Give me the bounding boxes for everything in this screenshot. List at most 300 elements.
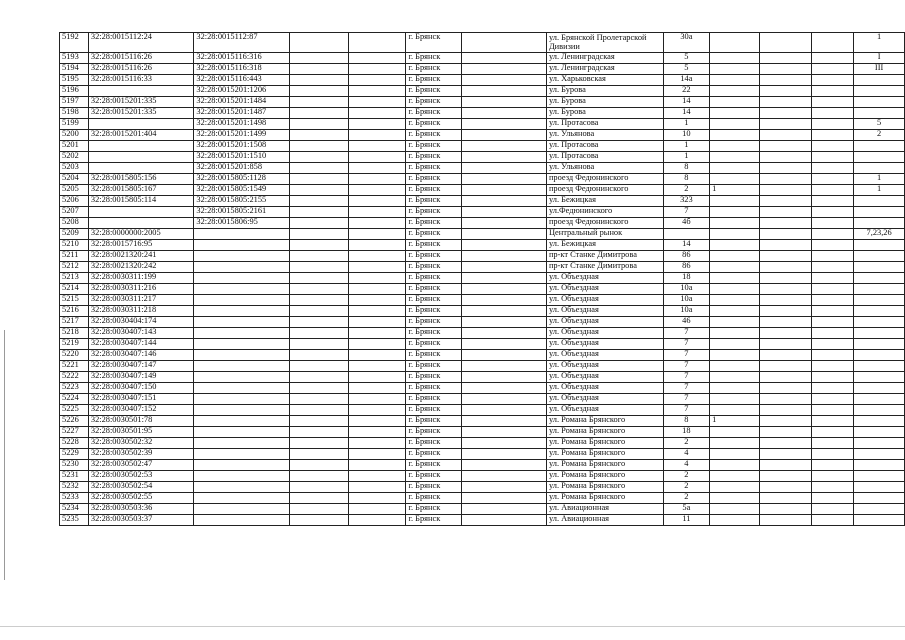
cell-cadastral-object <box>194 427 290 438</box>
cell-cadastral-object <box>194 394 290 405</box>
cell-col-12 <box>811 141 853 152</box>
table-row <box>60 262 905 273</box>
cell-col-4 <box>290 196 349 207</box>
cell-col-5 <box>349 218 406 229</box>
cell-premises-number: 1 <box>854 174 905 185</box>
cell-col-5 <box>349 295 406 306</box>
cell-cadastral-parcel: 32:28:0030407:149 <box>88 372 194 383</box>
cell-house-number: 2 <box>663 471 710 482</box>
table-row <box>60 86 905 97</box>
cell-col-12 <box>811 449 853 460</box>
cell-col-11 <box>759 108 811 119</box>
cell-row-number: 5223 <box>60 383 89 394</box>
cell-cadastral-object <box>194 372 290 383</box>
cell-col-5 <box>349 328 406 339</box>
cell-col-12 <box>811 53 853 64</box>
table-row <box>60 284 905 295</box>
cell-cadastral-object <box>194 449 290 460</box>
cell-cadastral-object: 32:28:0015201:1498 <box>194 119 290 130</box>
cell-cadastral-object: 32:28:0015201:1206 <box>194 86 290 97</box>
cell-city: г. Брянск <box>406 515 462 526</box>
cell-cadastral-parcel: 32:28:0021320:242 <box>88 262 194 273</box>
cell-col-12 <box>811 251 853 262</box>
cell-col-4 <box>290 405 349 416</box>
cell-col-10 <box>710 438 759 449</box>
cell-house-number: 10 <box>663 130 710 141</box>
cell-col-5 <box>349 229 406 240</box>
cell-col-12 <box>811 196 853 207</box>
cell-cadastral-parcel: 32:28:0030311:218 <box>88 306 194 317</box>
cell-col-7 <box>462 273 547 284</box>
cell-cadastral-object <box>194 240 290 251</box>
cell-city: г. Брянск <box>406 229 462 240</box>
cell-col-7 <box>462 515 547 526</box>
cell-col-12 <box>811 185 853 196</box>
cell-premises-number <box>854 350 905 361</box>
cell-city: г. Брянск <box>406 427 462 438</box>
cell-col-11 <box>759 33 811 53</box>
cell-cadastral-parcel: 32:28:0030407:150 <box>88 383 194 394</box>
cell-col-11 <box>759 86 811 97</box>
cell-col-7 <box>462 504 547 515</box>
cell-premises-number <box>854 218 905 229</box>
cell-city: г. Брянск <box>406 273 462 284</box>
cell-street: ул. Романа Брянского <box>546 427 663 438</box>
cell-col-12 <box>811 328 853 339</box>
cell-col-12 <box>811 350 853 361</box>
cell-col-4 <box>290 163 349 174</box>
cell-col-4 <box>290 53 349 64</box>
cell-street: ул. Объездная <box>546 405 663 416</box>
cell-house-number: 5а <box>663 504 710 515</box>
cell-cadastral-parcel: 32:28:0030502:47 <box>88 460 194 471</box>
cell-col-4 <box>290 438 349 449</box>
scan-line-bottom <box>0 626 905 627</box>
cell-row-number: 5202 <box>60 152 89 163</box>
cell-cadastral-object <box>194 515 290 526</box>
table-row <box>60 251 905 262</box>
cell-col-11 <box>759 218 811 229</box>
cell-col-4 <box>290 86 349 97</box>
cell-col-12 <box>811 416 853 427</box>
cell-premises-number <box>854 394 905 405</box>
cell-street: ул. Романа Брянского <box>546 471 663 482</box>
cell-cadastral-parcel: 32:28:0030502:53 <box>88 471 194 482</box>
cell-col-5 <box>349 174 406 185</box>
cell-row-number: 5194 <box>60 64 89 75</box>
cell-city: г. Брянск <box>406 152 462 163</box>
cell-cadastral-parcel: 32:28:0030311:216 <box>88 284 194 295</box>
cell-col-12 <box>811 383 853 394</box>
cell-house-number: 7 <box>663 350 710 361</box>
cell-col-10 <box>710 97 759 108</box>
table-row <box>60 427 905 438</box>
cell-house-number: 2 <box>663 438 710 449</box>
cell-city: г. Брянск <box>406 372 462 383</box>
cell-city: г. Брянск <box>406 75 462 86</box>
cell-cadastral-object <box>194 504 290 515</box>
cell-city: г. Брянск <box>406 174 462 185</box>
cell-col-5 <box>349 372 406 383</box>
cell-premises-number <box>854 493 905 504</box>
cell-col-7 <box>462 350 547 361</box>
cell-col-5 <box>349 86 406 97</box>
table-row <box>60 339 905 350</box>
cell-col-7 <box>462 240 547 251</box>
table-row <box>60 361 905 372</box>
cell-cadastral-parcel: 32:28:0030407:147 <box>88 361 194 372</box>
cell-col-11 <box>759 493 811 504</box>
cell-col-4 <box>290 141 349 152</box>
cell-row-number: 5235 <box>60 515 89 526</box>
cell-col-11 <box>759 460 811 471</box>
cell-col-5 <box>349 251 406 262</box>
cell-col-11 <box>759 75 811 86</box>
cell-row-number: 5234 <box>60 504 89 515</box>
cell-premises-number: III <box>854 64 905 75</box>
cell-col-12 <box>811 515 853 526</box>
cell-street: ул. Ленинградская <box>546 53 663 64</box>
table-row <box>60 372 905 383</box>
cell-row-number: 5211 <box>60 251 89 262</box>
cell-street: ул. Романа Брянского <box>546 449 663 460</box>
cell-row-number: 5225 <box>60 405 89 416</box>
cell-col-11 <box>759 64 811 75</box>
cell-house-number: 11 <box>663 515 710 526</box>
cell-col-11 <box>759 449 811 460</box>
cell-cadastral-parcel: 32:28:0030407:152 <box>88 405 194 416</box>
cell-city: г. Брянск <box>406 438 462 449</box>
cell-col-7 <box>462 416 547 427</box>
cell-col-11 <box>759 251 811 262</box>
cell-city: г. Брянск <box>406 262 462 273</box>
cell-city: г. Брянск <box>406 130 462 141</box>
cell-col-7 <box>462 141 547 152</box>
cell-premises-number <box>854 449 905 460</box>
cell-col-10 <box>710 130 759 141</box>
cell-col-10 <box>710 493 759 504</box>
table-row <box>60 75 905 86</box>
cell-street: ул. Протасова <box>546 152 663 163</box>
cell-col-5 <box>349 317 406 328</box>
cell-col-7 <box>462 427 547 438</box>
cell-cadastral-object <box>194 317 290 328</box>
cell-premises-number <box>854 306 905 317</box>
cell-house-number: 5 <box>663 64 710 75</box>
cell-col-11 <box>759 482 811 493</box>
table-row <box>60 295 905 306</box>
cell-col-11 <box>759 229 811 240</box>
cell-house-number: 1 <box>663 152 710 163</box>
cell-col-5 <box>349 130 406 141</box>
cell-house-number: 2 <box>663 482 710 493</box>
cell-premises-number <box>854 515 905 526</box>
cell-col-4 <box>290 460 349 471</box>
cell-col-11 <box>759 438 811 449</box>
cell-col-4 <box>290 64 349 75</box>
cell-city: г. Брянск <box>406 108 462 119</box>
cell-col-4 <box>290 251 349 262</box>
cell-col-4 <box>290 229 349 240</box>
table-row <box>60 383 905 394</box>
cell-col-4 <box>290 284 349 295</box>
cell-cadastral-parcel <box>88 218 194 229</box>
cell-col-5 <box>349 350 406 361</box>
cell-col-11 <box>759 383 811 394</box>
cell-row-number: 5228 <box>60 438 89 449</box>
cell-street: ул. Ульянова <box>546 163 663 174</box>
cell-col-10 <box>710 372 759 383</box>
cell-col-12 <box>811 493 853 504</box>
cell-col-5 <box>349 493 406 504</box>
cell-col-7 <box>462 185 547 196</box>
cell-cadastral-object: 32:28:0015201:1499 <box>194 130 290 141</box>
cell-col-5 <box>349 427 406 438</box>
cell-cadastral-object: 32:28:0015201:1508 <box>194 141 290 152</box>
cell-cadastral-object <box>194 361 290 372</box>
cell-street: ул. Романа Брянского <box>546 482 663 493</box>
cell-col-4 <box>290 339 349 350</box>
cell-row-number: 5200 <box>60 130 89 141</box>
cell-col-7 <box>462 196 547 207</box>
cell-col-11 <box>759 273 811 284</box>
cell-city: г. Брянск <box>406 33 462 53</box>
cell-row-number: 5233 <box>60 493 89 504</box>
cell-cadastral-object <box>194 493 290 504</box>
cell-city: г. Брянск <box>406 97 462 108</box>
cell-cadastral-object <box>194 350 290 361</box>
table-row <box>60 141 905 152</box>
cell-col-7 <box>462 75 547 86</box>
cell-col-4 <box>290 328 349 339</box>
cell-col-10: 1 <box>710 185 759 196</box>
cell-row-number: 5232 <box>60 482 89 493</box>
cell-col-11 <box>759 350 811 361</box>
cell-street: ул. Авиационная <box>546 515 663 526</box>
cell-col-4 <box>290 471 349 482</box>
cell-col-5 <box>349 141 406 152</box>
cell-col-4 <box>290 119 349 130</box>
cell-city: г. Брянск <box>406 328 462 339</box>
cell-row-number: 5209 <box>60 229 89 240</box>
table-row <box>60 515 905 526</box>
cell-city: г. Брянск <box>406 405 462 416</box>
cell-city: г. Брянск <box>406 240 462 251</box>
cell-col-4 <box>290 394 349 405</box>
cell-premises-number <box>854 416 905 427</box>
cell-premises-number <box>854 339 905 350</box>
cell-premises-number: 1 <box>854 185 905 196</box>
cell-row-number: 5213 <box>60 273 89 284</box>
cell-col-11 <box>759 207 811 218</box>
cell-street: ул. Объездная <box>546 328 663 339</box>
cell-street: ул. Объездная <box>546 383 663 394</box>
cell-col-5 <box>349 460 406 471</box>
cell-premises-number <box>854 152 905 163</box>
cell-col-4 <box>290 218 349 229</box>
cell-col-5 <box>349 207 406 218</box>
cell-col-7 <box>462 119 547 130</box>
table-row <box>60 163 905 174</box>
table-row <box>60 438 905 449</box>
cell-row-number: 5216 <box>60 306 89 317</box>
cell-city: г. Брянск <box>406 196 462 207</box>
cell-col-5 <box>349 108 406 119</box>
cell-row-number: 5205 <box>60 185 89 196</box>
cell-col-4 <box>290 262 349 273</box>
cell-city: г. Брянск <box>406 163 462 174</box>
cell-col-10 <box>710 361 759 372</box>
cell-house-number: 7 <box>663 339 710 350</box>
cell-col-4 <box>290 383 349 394</box>
table-row <box>60 273 905 284</box>
cell-street: ул. Романа Брянского <box>546 438 663 449</box>
cell-cadastral-parcel: 32:28:0015116:33 <box>88 75 194 86</box>
cell-col-5 <box>349 416 406 427</box>
table-row <box>60 471 905 482</box>
cell-house-number: 4б <box>663 218 710 229</box>
cell-col-12 <box>811 471 853 482</box>
cell-street: ул. Объездная <box>546 306 663 317</box>
cell-row-number: 5210 <box>60 240 89 251</box>
cell-col-4 <box>290 295 349 306</box>
cell-cadastral-object: 32:28:0015805:2155 <box>194 196 290 207</box>
cell-row-number: 5199 <box>60 119 89 130</box>
cell-cadastral-parcel: 32:28:0030503:37 <box>88 515 194 526</box>
cell-city: г. Брянск <box>406 471 462 482</box>
table-row <box>60 350 905 361</box>
cell-city: г. Брянск <box>406 251 462 262</box>
cell-cadastral-object <box>194 460 290 471</box>
cell-cadastral-parcel: 32:28:0030404:174 <box>88 317 194 328</box>
cell-row-number: 5224 <box>60 394 89 405</box>
cell-cadastral-object <box>194 438 290 449</box>
cell-col-10 <box>710 174 759 185</box>
cell-street: пр-кт Станке Димитрова <box>546 262 663 273</box>
cell-house-number: 10а <box>663 306 710 317</box>
cell-row-number: 5208 <box>60 218 89 229</box>
cell-col-10 <box>710 306 759 317</box>
cell-row-number: 5219 <box>60 339 89 350</box>
cell-col-4 <box>290 493 349 504</box>
table-row <box>60 97 905 108</box>
cell-col-5 <box>349 383 406 394</box>
cell-cadastral-parcel: 32:28:0015112:24 <box>88 33 194 53</box>
cell-col-4 <box>290 361 349 372</box>
cell-cadastral-parcel: 32:28:0015805:156 <box>88 174 194 185</box>
cell-col-7 <box>462 86 547 97</box>
cell-col-7 <box>462 493 547 504</box>
cell-street: ул. Бурова <box>546 97 663 108</box>
cell-premises-number <box>854 108 905 119</box>
cell-col-5 <box>349 394 406 405</box>
cell-cadastral-parcel <box>88 119 194 130</box>
cell-cadastral-parcel: 32:28:0015201:335 <box>88 97 194 108</box>
cell-cadastral-object <box>194 284 290 295</box>
cell-premises-number <box>854 262 905 273</box>
cell-col-4 <box>290 515 349 526</box>
table-row <box>60 53 905 64</box>
cell-street: ул. Объездная <box>546 284 663 295</box>
cell-col-7 <box>462 328 547 339</box>
cell-house-number: 46 <box>663 317 710 328</box>
cell-street: ул. Протасова <box>546 141 663 152</box>
cell-col-4 <box>290 449 349 460</box>
cell-col-11 <box>759 504 811 515</box>
registry-table-body <box>60 33 905 526</box>
cell-premises-number <box>854 251 905 262</box>
cell-cadastral-parcel: 32:28:0030502:32 <box>88 438 194 449</box>
cell-house-number <box>663 229 710 240</box>
cell-house-number: 14а <box>663 75 710 86</box>
cell-col-12 <box>811 119 853 130</box>
cell-col-11 <box>759 339 811 350</box>
cell-premises-number <box>854 471 905 482</box>
cell-city: г. Брянск <box>406 119 462 130</box>
table-row <box>60 460 905 471</box>
cell-city: г. Брянск <box>406 493 462 504</box>
cell-premises-number <box>854 273 905 284</box>
cell-premises-number <box>854 328 905 339</box>
cell-col-4 <box>290 185 349 196</box>
cell-cadastral-parcel: 32:28:0015201:404 <box>88 130 194 141</box>
cell-col-5 <box>349 361 406 372</box>
cell-street: ул. Объездная <box>546 394 663 405</box>
cell-premises-number: 7,23,26 <box>854 229 905 240</box>
cell-cadastral-object <box>194 262 290 273</box>
cell-col-7 <box>462 262 547 273</box>
cell-city: г. Брянск <box>406 394 462 405</box>
cell-col-5 <box>349 284 406 295</box>
cell-col-7 <box>462 317 547 328</box>
cell-cadastral-object <box>194 229 290 240</box>
cell-premises-number <box>854 482 905 493</box>
cell-row-number: 5206 <box>60 196 89 207</box>
cell-house-number: 2 <box>663 493 710 504</box>
cell-col-10 <box>710 394 759 405</box>
cell-col-5 <box>349 152 406 163</box>
cell-col-7 <box>462 251 547 262</box>
cell-col-10 <box>710 141 759 152</box>
cell-row-number: 5192 <box>60 33 89 53</box>
cell-cadastral-parcel <box>88 141 194 152</box>
cell-house-number: 8 <box>663 174 710 185</box>
cell-city: г. Брянск <box>406 64 462 75</box>
cell-col-12 <box>811 108 853 119</box>
cell-col-11 <box>759 328 811 339</box>
cell-house-number: 22 <box>663 86 710 97</box>
cell-cadastral-parcel: 32:28:0000000:2005 <box>88 229 194 240</box>
cell-col-12 <box>811 405 853 416</box>
cell-cadastral-parcel <box>88 163 194 174</box>
cell-city: г. Брянск <box>406 185 462 196</box>
cell-col-7 <box>462 482 547 493</box>
cell-row-number: 5197 <box>60 97 89 108</box>
table-row <box>60 328 905 339</box>
cell-street: ул. Бежицкая <box>546 240 663 251</box>
cell-cadastral-object: 32:28:0015112:87 <box>194 33 290 53</box>
registry-table <box>59 32 905 526</box>
cell-premises-number: 1 <box>854 33 905 53</box>
cell-col-11 <box>759 119 811 130</box>
cell-col-11 <box>759 515 811 526</box>
cell-row-number: 5203 <box>60 163 89 174</box>
cell-col-10 <box>710 207 759 218</box>
cell-col-12 <box>811 273 853 284</box>
cell-cadastral-parcel: 32:28:0030311:217 <box>88 295 194 306</box>
cell-cadastral-object: 32:28:0015806:95 <box>194 218 290 229</box>
cell-col-7 <box>462 207 547 218</box>
